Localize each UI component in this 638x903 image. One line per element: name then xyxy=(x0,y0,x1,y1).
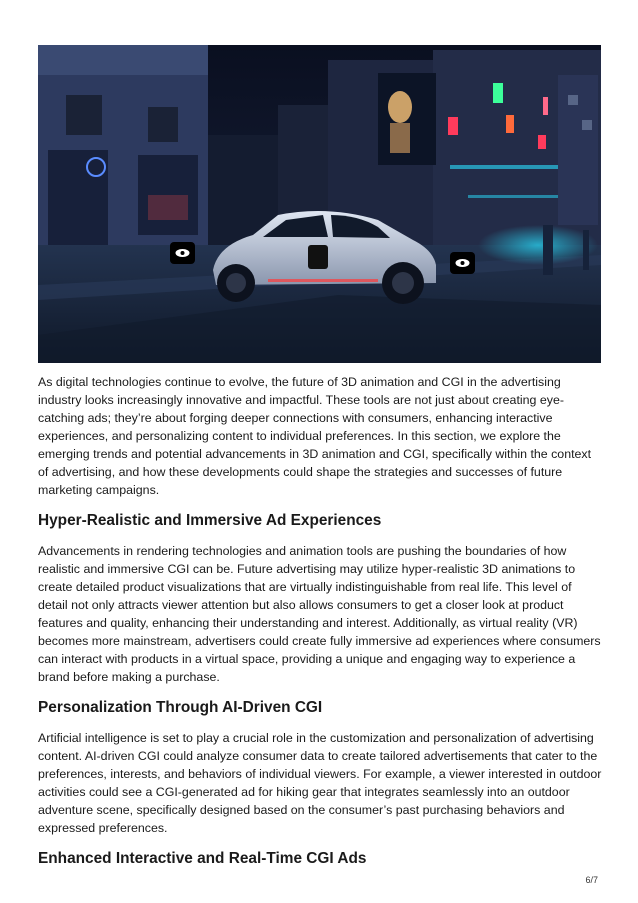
eye-icon[interactable] xyxy=(170,242,195,264)
immersive-paragraph: Advancements in rendering technologies and animation tools are pushing the boundaries of how realistic and immersive CGI can be. Future advertising may utilize hyper-realistic 3D animations to create detailed product visualizations that are virtually indistinguishable from real life. This level of detail not only attracts viewer attention but also allows consumers to get a closer look at product features and quality, enhancing their understanding and interest. Additionally, as virtual reality (VR) becomes more mainstream, advertisers could create fully immersive ad experiences where consumers can interact with products in a virtual space, providing a unique and engaging way to experience a brand before making a purchase. xyxy=(38,544,601,684)
heading-personalization: Personalization Through AI-Driven CGI xyxy=(38,699,323,716)
heading-immersive: Hyper-Realistic and Immersive Ad Experiences xyxy=(38,512,382,529)
article-body xyxy=(38,373,603,869)
personalization-paragraph: Artificial intelligence is set to play a crucial role in the customization and personalization of advertising content. AI-driven CGI could analyze consumer data to create tailored advertisements that cater to the preferences, interests, and behaviors of individual viewers. For example, a viewer interested in outdoor activities could see a CGI-generated ad for hiking gear that integrates seamlessly into an outdoor adventure scene, specifically designed based on the consumer’s past purchasing behaviors and expressed preferences. xyxy=(38,731,602,835)
eye-icon[interactable] xyxy=(450,252,475,274)
hero-image xyxy=(38,45,601,363)
heading-interactive: Enhanced Interactive and Real-Time CGI Ads xyxy=(38,850,367,867)
page-number: 6/7 xyxy=(585,875,598,885)
intro-paragraph: As digital technologies continue to evolve, the future of 3D animation and CGI in the advertising industry looks increasingly innovative and impactful. These tools are not just about creating eye-catching ads; they’re about forging deeper connections with consumers, enhancing interactive experiences, and personalizing content to individual preferences. In this section, we explore the emerging trends and potential advancements in 3D animation and CGI, specifically within the context of advertising, and how these developments could shape the strategies and successes of future marketing campaigns. xyxy=(38,375,592,497)
left-building xyxy=(38,45,208,260)
